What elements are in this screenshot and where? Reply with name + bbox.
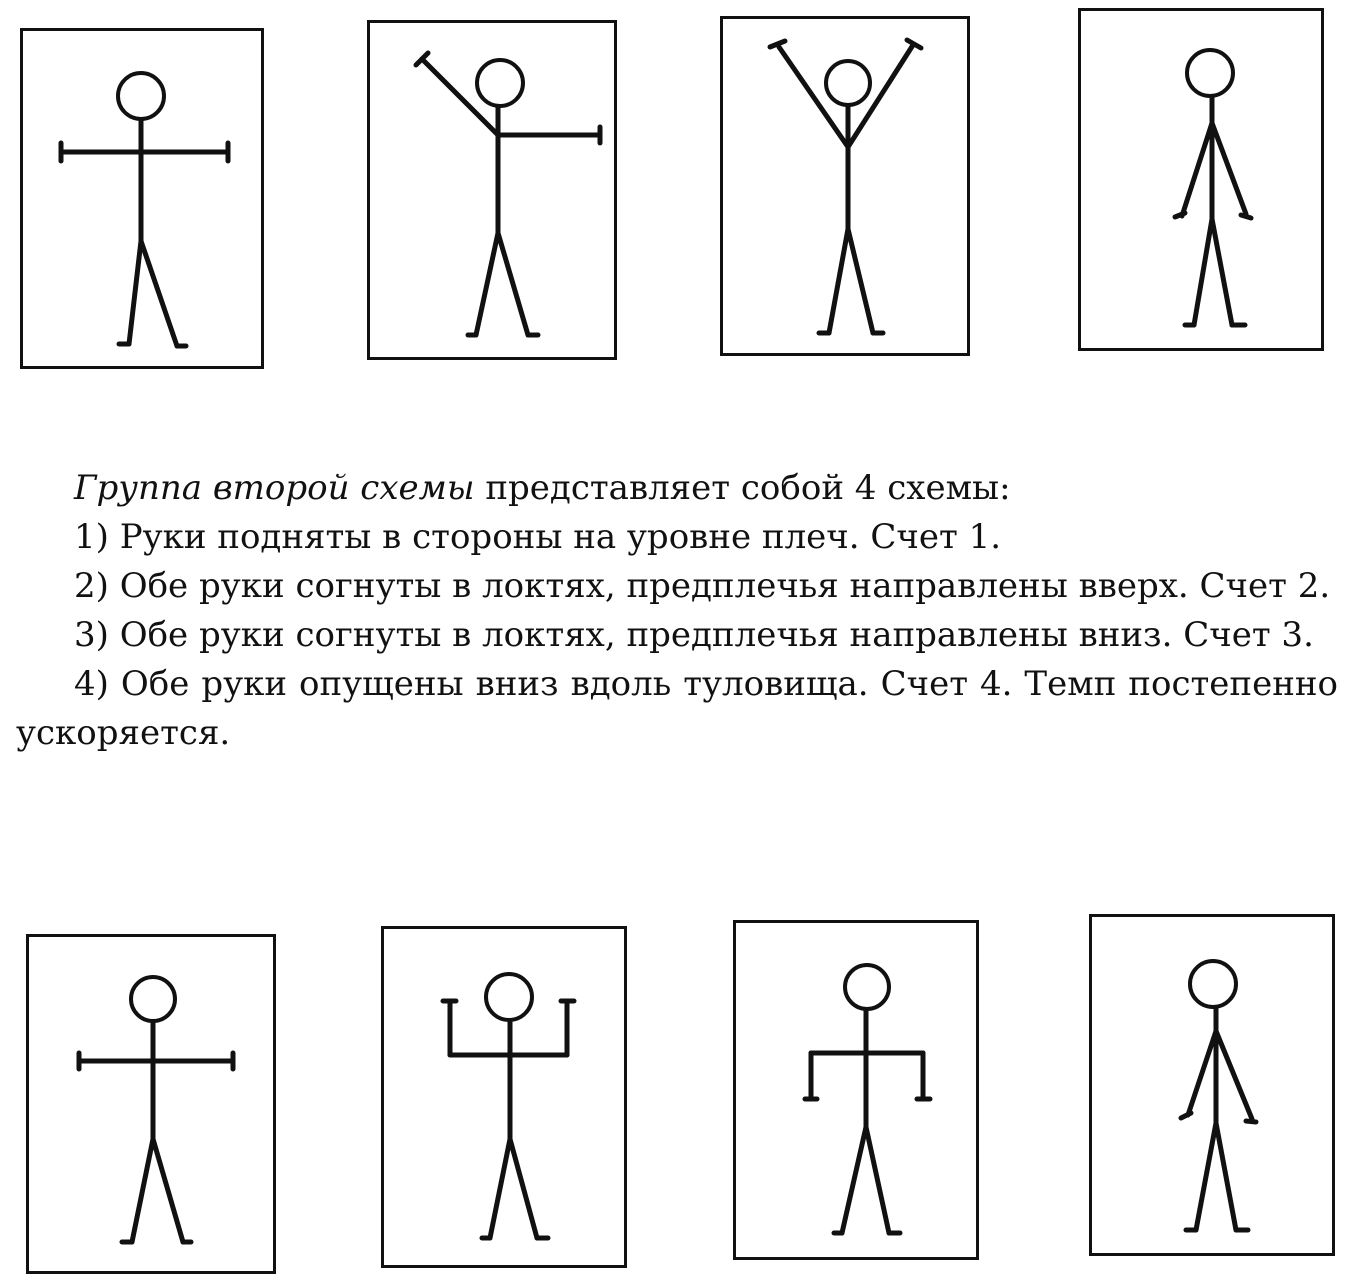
stick-figure-arms-raised-v-icon <box>723 19 973 359</box>
top-pose-card-1 <box>20 28 264 369</box>
top-pose-card-4 <box>1078 8 1324 351</box>
stick-figure-arms-down-icon <box>1092 917 1338 1259</box>
stick-figure-arms-sideways-icon <box>23 31 267 372</box>
step-4: 4) Обе руки опущены вниз вдоль туловища. Счет 4. Темп постепенно ускоряется. <box>16 664 1338 753</box>
stick-figure-forearms-up-icon <box>384 929 630 1271</box>
description-text <box>16 464 1338 758</box>
intro-line <box>16 464 1338 513</box>
intro-rest: представляет собой 4 схемы: <box>474 468 1011 508</box>
step-3: 3) Обе руки согнуты в локтях, предплечья направлены вниз. Счет 3. <box>74 615 1314 655</box>
bottom-pose-card-1 <box>26 934 276 1274</box>
bottom-pose-card-3 <box>733 920 979 1260</box>
top-pose-card-3 <box>720 16 970 356</box>
bottom-pose-card-2 <box>381 926 627 1268</box>
intro-italic: Группа второй схемы <box>74 468 475 508</box>
bottom-pose-card-4 <box>1089 914 1335 1256</box>
top-pose-card-2 <box>367 20 617 360</box>
step-1: 1) Руки подняты в стороны на уровне плеч. Счет 1. <box>74 517 1002 557</box>
stick-figure-arms-sideways-icon <box>29 937 279 1277</box>
stick-figure-one-arm-raised-icon <box>370 23 620 363</box>
step-2: 2) Обе руки согнуты в локтях, предплечья направлены вверх. Счет 2. <box>74 566 1331 606</box>
stick-figure-arms-down-icon <box>1081 11 1327 354</box>
stick-figure-forearms-down-icon <box>736 923 982 1263</box>
